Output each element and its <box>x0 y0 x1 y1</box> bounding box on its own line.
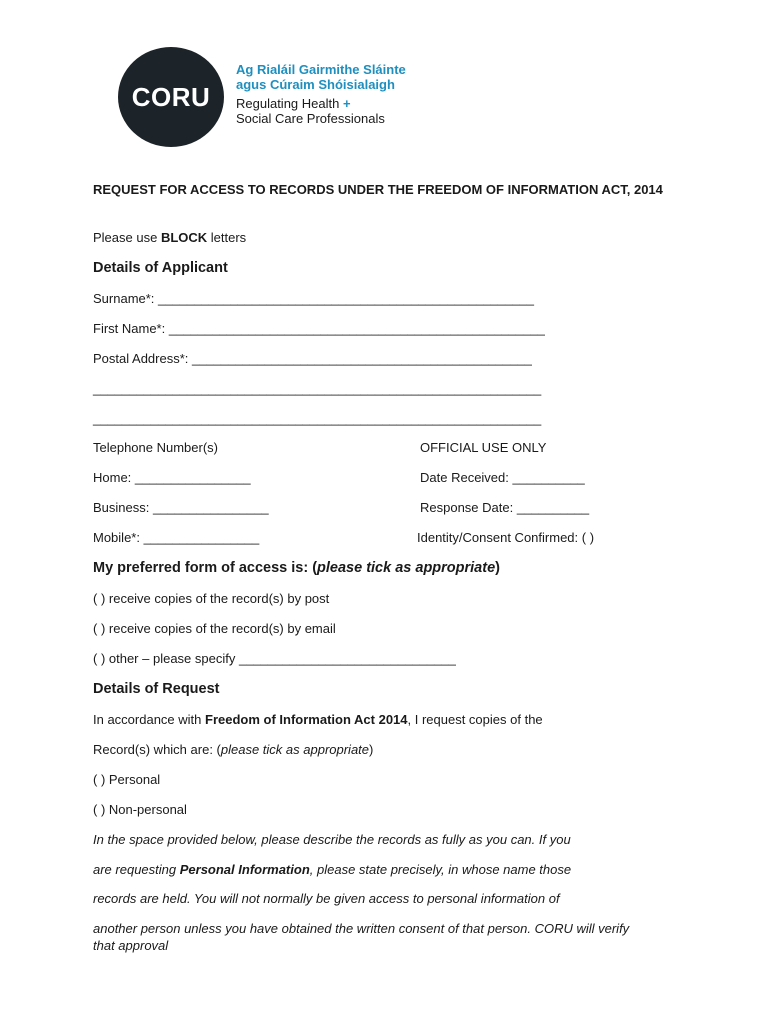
form-title: REQUEST FOR ACCESS TO RECORDS UNDER THE FREEDOM OF INFORMATION ACT, 2014 <box>93 182 663 197</box>
access-option-other[interactable]: ( ) other – please specify ______________________________ <box>93 651 456 666</box>
access-heading-pre: My preferred form of access is: ( <box>93 560 318 576</box>
logo-tagline <box>236 62 406 126</box>
business-phone-field[interactable]: Business: ________________ <box>93 500 269 515</box>
logo-english-line2: Social Care Professionals <box>236 111 385 126</box>
home-phone-field[interactable]: Home: ________________ <box>93 470 251 485</box>
identity-confirmed-field: Identity/Consent Confirmed: ( ) <box>417 530 595 545</box>
description-line-2 <box>93 862 571 877</box>
records-option-non-personal[interactable]: ( ) Non-personal <box>93 802 187 817</box>
records-pre: Record(s) which are: ( <box>93 742 221 757</box>
records-post: ) <box>369 742 374 757</box>
desc2-pre: are requesting <box>93 862 180 877</box>
first-name-field[interactable]: First Name*: ____________________________________________________ <box>93 321 545 336</box>
access-heading <box>93 560 500 576</box>
address-line-2[interactable]: ______________________________________________________________ <box>93 381 542 396</box>
coru-logo <box>118 47 438 147</box>
logo-wordmark: CORU <box>131 81 211 112</box>
records-statement <box>93 742 373 757</box>
request-post: , I request copies of the <box>407 712 543 727</box>
request-bold: Freedom of Information Act 2014 <box>205 712 408 727</box>
desc2-post: , please state precisely, in whose name those <box>309 862 572 877</box>
logo-plus: + <box>342 96 351 111</box>
logo-english-text1: Regulating Health <box>236 96 340 111</box>
access-option-email[interactable]: ( ) receive copies of the record(s) by email <box>93 621 336 636</box>
request-pre: In accordance with <box>93 712 206 727</box>
desc2-bold: Personal Information <box>179 862 310 877</box>
postal-address-field[interactable]: Postal Address*: _______________________________________________ <box>93 351 532 366</box>
surname-field[interactable]: Surname*: ____________________________________________________ <box>93 291 534 306</box>
response-date-field: Response Date: __________ <box>420 500 590 515</box>
description-line-1: In the space provided below, please describe the records as fully as you can. If you <box>93 832 571 847</box>
logo-irish-line1: Ag Rialáil Gairmithe Sláinte <box>236 62 406 77</box>
applicant-heading: Details of Applicant <box>93 260 228 276</box>
description-line-4: another person unless you have obtained the written consent of that person. CORU will verify that approval <box>93 921 630 953</box>
description-line-3: records are held. You will not normally be given access to personal information of <box>93 891 560 906</box>
logo-irish-line2: agus Cúraim Shóisialaigh <box>236 77 395 92</box>
mobile-phone-field[interactable]: Mobile*: ________________ <box>93 530 260 545</box>
access-heading-italic: please tick as appropriate <box>317 560 496 576</box>
request-statement <box>93 712 543 727</box>
block-note-bold: BLOCK <box>160 230 208 245</box>
address-line-3[interactable]: ______________________________________________________________ <box>93 411 542 426</box>
access-option-post[interactable]: ( ) receive copies of the record(s) by post <box>93 591 330 606</box>
block-note-post: letters <box>207 230 247 245</box>
official-use-heading: OFFICIAL USE ONLY <box>420 440 547 455</box>
request-heading: Details of Request <box>93 681 220 697</box>
date-received-field: Date Received: __________ <box>420 470 585 485</box>
logo-english-line1 <box>236 96 406 111</box>
block-letters-note <box>93 230 246 245</box>
coru-logo-circle <box>118 47 224 147</box>
records-option-personal[interactable]: ( ) Personal <box>93 772 161 787</box>
block-note-pre: Please use <box>93 230 161 245</box>
telephone-heading: Telephone Number(s) <box>93 440 219 455</box>
records-italic: please tick as appropriate <box>220 742 370 757</box>
access-heading-post: ) <box>495 560 500 576</box>
